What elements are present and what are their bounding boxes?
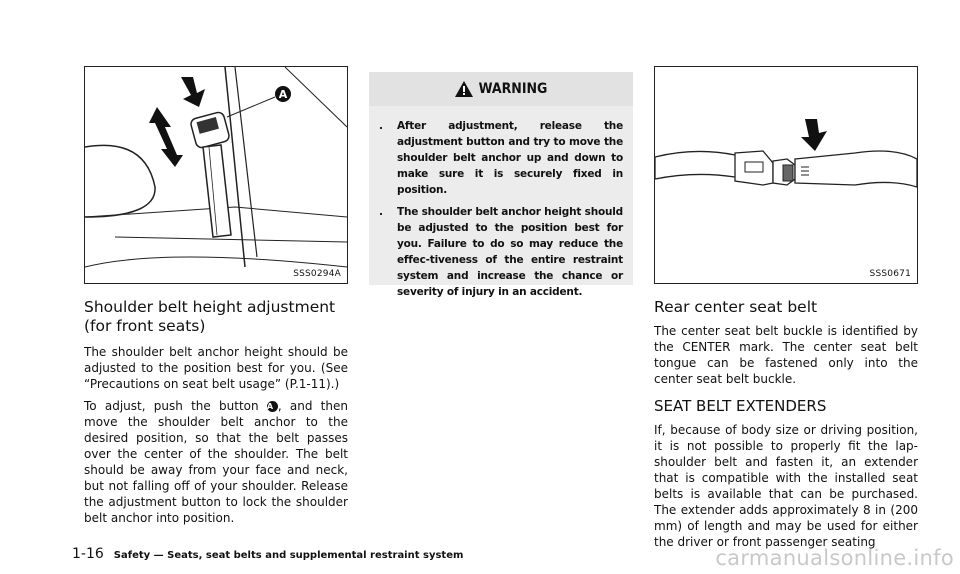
- shoulder-belt-illustration: [85, 67, 347, 283]
- paragraph: If, because of body size or driving position, it is not possible to properly fit the lap-shoulder belt and fasten it, an extender that is compatible with the installed seat belts is available that can be purchased. The extender adds approximately 8 in (200 mm) of length and may be used for either the driver or front passenger seating: [654, 423, 918, 549]
- page-number: 1-16: [72, 546, 104, 562]
- paragraph-text: To adjust, push the button: [84, 399, 267, 413]
- heading-line-2: (for front seats): [84, 317, 206, 335]
- left-column: [84, 298, 348, 526]
- heading-line-1: Shoulder belt height adjustment: [84, 298, 336, 316]
- paragraph: The center seat belt buckle is identified by the CENTER mark. The center seat belt tongue can be fastened only into the center seat belt buckle.: [654, 324, 918, 386]
- warning-triangle-icon: [455, 81, 473, 97]
- section-heading-rear-center: Rear center seat belt: [654, 298, 818, 316]
- warning-list: [369, 106, 633, 300]
- bullet: .: [379, 120, 383, 132]
- marker-a-icon: A: [267, 401, 278, 412]
- figure-center-seat-belt: [654, 66, 918, 284]
- paragraph-text: , and then move the shoulder belt anchor to the desired position, so that the belt passes over the center of the shoulder. The belt should be away from your face and neck, but not falling off of your shoulder. Release the adjustment button to lock the shoulder belt anchor into position.: [84, 399, 348, 525]
- warning-item-text: The shoulder belt anchor height should be adjusted to the position best for you. Failure to do so may reduce the effec-tiveness of the entire restraint system and increase the chance or severity of injury in an accident.: [397, 206, 623, 298]
- warning-item: [379, 204, 623, 300]
- paragraph: [84, 398, 348, 526]
- page-footer: [72, 546, 463, 562]
- figure-label: SSS0294A: [293, 269, 341, 279]
- watermark: carmanualsonline.info: [715, 546, 954, 570]
- subsection-heading-extenders: SEAT BELT EXTENDERS: [654, 397, 827, 415]
- bullet: .: [379, 206, 383, 218]
- warning-header: [369, 72, 633, 106]
- warning-item-text: After adjustment, release the adjustment button and try to move the shoulder belt anchor up and down to make sure it is securely fixed in position.: [397, 120, 623, 196]
- figure-label: SSS0671: [869, 269, 911, 279]
- section-heading-shoulder-belt: [84, 298, 348, 336]
- warning-box: [369, 72, 633, 298]
- callout-a-label: A: [278, 88, 288, 101]
- right-column: [654, 298, 918, 550]
- paragraph: The shoulder belt anchor height should be adjusted to the position best for you. (See “Precautions on seat belt usage” (P.1-11).): [84, 345, 348, 391]
- seat-belt-buckle-illustration: [655, 67, 917, 283]
- warning-item: [379, 118, 623, 198]
- figure-shoulder-belt-adjuster: [84, 66, 348, 284]
- warning-title: WARNING: [478, 81, 548, 97]
- footer-title: Safety — Seats, seat belts and supplemental restraint system: [113, 550, 464, 561]
